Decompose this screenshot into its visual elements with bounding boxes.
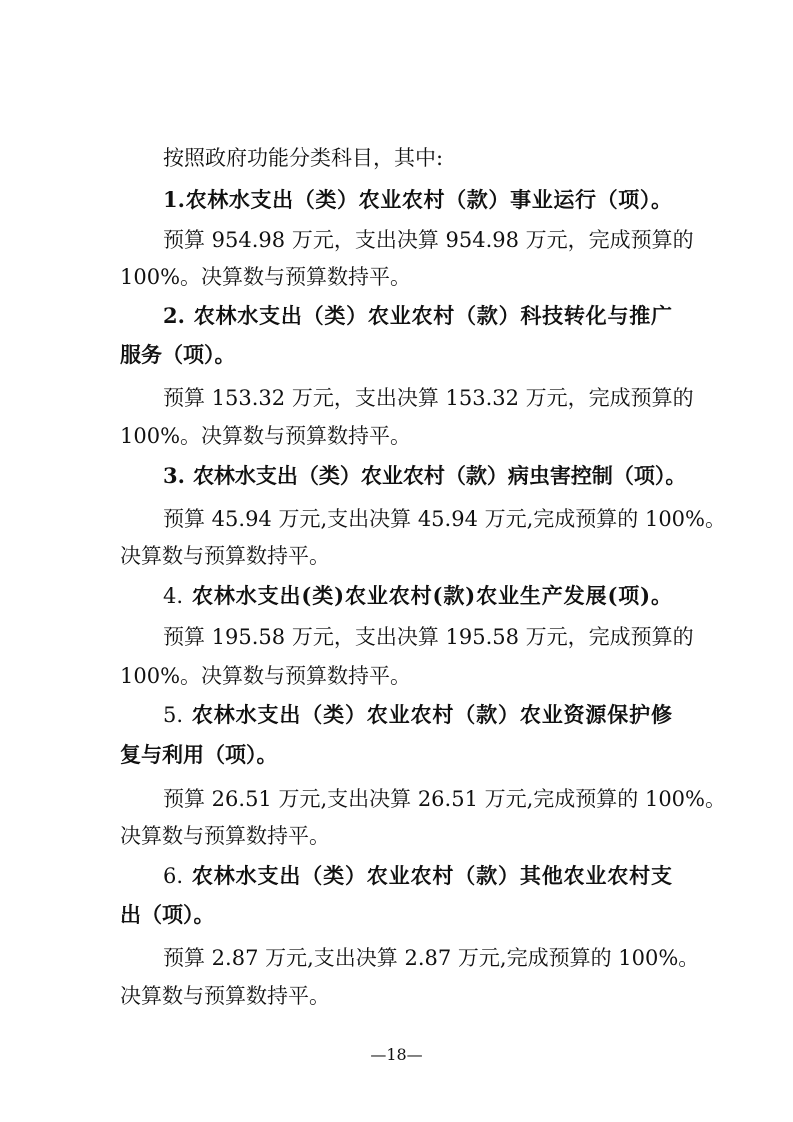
item-4-heading-text: 农林水支出(类)农业农村(款)农业生产发展(项)。: [191, 583, 672, 608]
item-2-heading-text: 农林水支出（类）农业农村（款）科技转化与推广: [192, 303, 672, 328]
item-6-body-line-1: 预算 2.87 万元,支出决算 2.87 万元,完成预算的 100%。: [163, 946, 700, 970]
item-6-body-line-2: 决算数与预算数持平。: [120, 984, 330, 1008]
item-6-heading-text: 农林水支出（类）农业农村（款）其他农业农村支: [191, 863, 672, 888]
item-2-body-line-1: 预算 153.32 万元，支出决算 153.32 万元，完成预算的: [163, 386, 694, 410]
item-1-body-line-1: 预算 954.98 万元，支出决算 954.98 万元，完成预算的: [163, 228, 694, 252]
item-5-body-line-1: 预算 26.51 万元,支出决算 26.51 万元,完成预算的 100%。: [163, 787, 726, 811]
page-number: —18—: [370, 1045, 423, 1064]
item-6-heading-line-2: 出（项）。: [120, 902, 215, 927]
item-1-number: 1.: [163, 187, 185, 212]
item-4-body-line-1: 预算 195.58 万元，支出决算 195.58 万元，完成预算的: [163, 625, 694, 649]
item-4-number: 4.: [163, 584, 184, 608]
item-1-heading: [163, 188, 672, 212]
item-5-body-line-2: 决算数与预算数持平。: [120, 824, 330, 848]
item-5-heading-text: 农林水支出（类）农业农村（款）农业资源保护修: [191, 702, 672, 727]
item-4-heading: [163, 584, 672, 608]
item-2-number: 2.: [163, 303, 185, 328]
item-5-heading-line-2: 复与利用（项）。: [120, 742, 278, 767]
item-2-heading: [163, 304, 672, 328]
item-3-body-line-2: 决算数与预算数持平。: [120, 544, 330, 568]
item-2-body-line-2: 100%。决算数与预算数持平。: [120, 424, 412, 448]
item-6-number: 6.: [163, 864, 184, 888]
item-5-heading: [163, 703, 672, 727]
item-2-heading-line-2: 服务（项）。: [120, 342, 236, 367]
item-1-body-line-2: 100%。决算数与预算数持平。: [120, 265, 412, 289]
item-5-number: 5.: [163, 703, 184, 727]
item-3-heading: [163, 463, 687, 488]
item-3-number: 3.: [163, 463, 185, 488]
intro-text: 按照政府功能分类科目，其中:: [163, 146, 444, 170]
item-6-heading: [163, 864, 672, 888]
item-4-body-line-2: 100%。决算数与预算数持平。: [120, 664, 412, 688]
item-3-heading-text: 农林水支出（类）农业农村（款）病虫害控制（项）。: [192, 463, 687, 488]
item-3-body-line-1: 预算 45.94 万元,支出决算 45.94 万元,完成预算的 100%。: [163, 507, 726, 531]
item-1-heading-text: 农林水支出（类）农业农村（款）事业运行（项）。: [184, 187, 672, 212]
